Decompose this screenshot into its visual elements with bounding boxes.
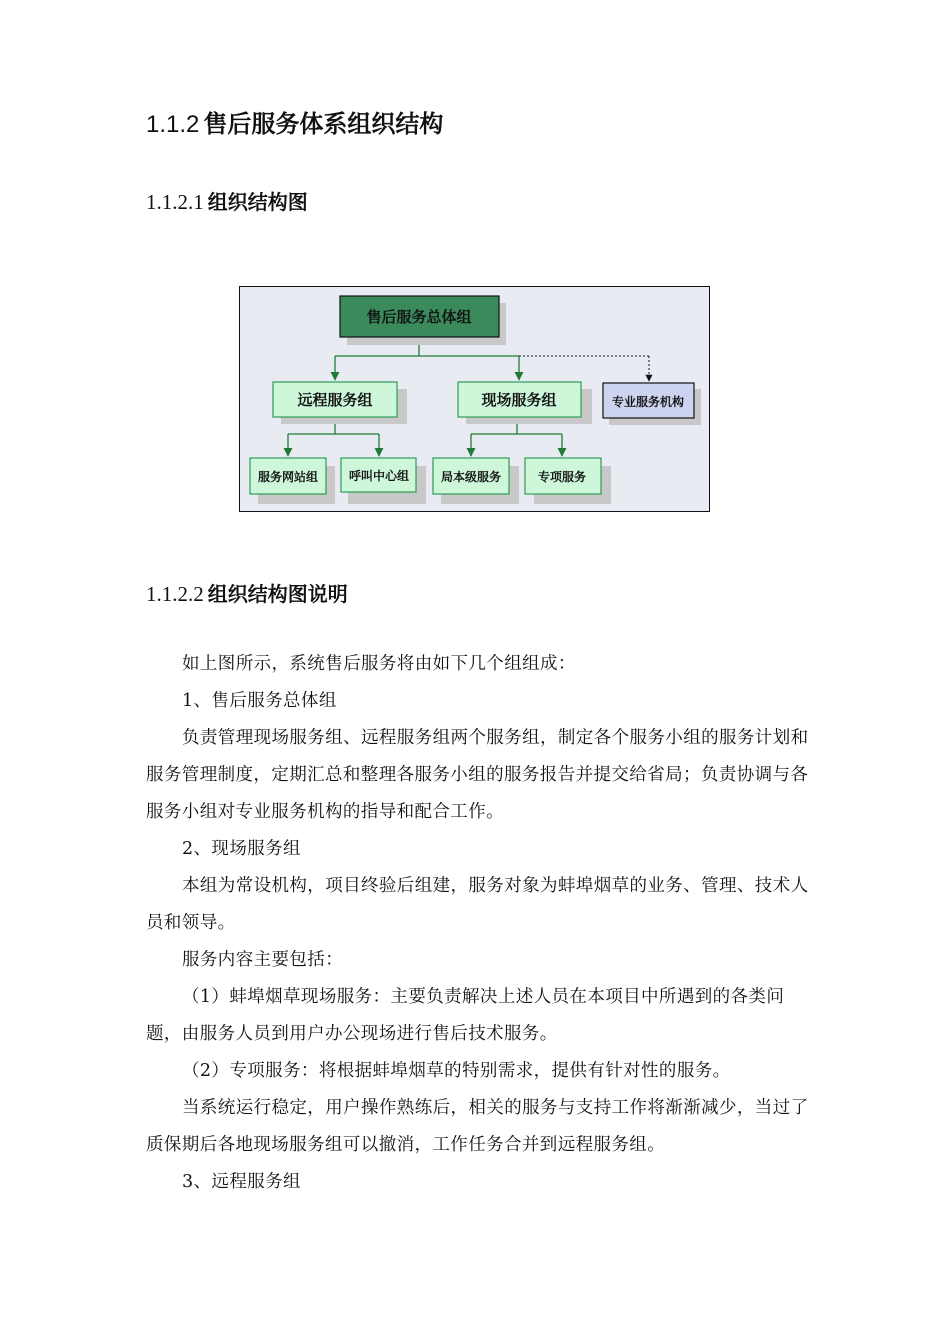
item-heading-1: 1、售后服务总体组 <box>182 691 337 711</box>
item-heading-3: 3、远程服务组 <box>182 1172 301 1192</box>
paragraph-onsite-service: （1）蚌埠烟草现场服务：主要负责解决上述人员在本项目中所遇到的各类问题，由服务人员到用户办公现场进行售后技术服务。 <box>146 987 785 1044</box>
paragraph-service-content: 服务内容主要包括： <box>182 950 344 970</box>
subsection-title: 组织结构图 <box>207 190 308 214</box>
paragraph-special-service: （2）专项服务：将根据蚌埠烟草的特别需求，提供有针对性的服务。 <box>182 1061 731 1081</box>
professional-agency-label: 专业服务机构 <box>611 395 685 409</box>
call-center-label: 呼叫中心组 <box>348 469 410 483</box>
subsection-number: 1.1.2.1 <box>146 190 204 214</box>
professional-agency-node <box>603 383 701 425</box>
subsection-title: 组织结构图说明 <box>207 582 348 606</box>
paragraph-general-group: 负责管理现场服务组、远程服务组两个服务组，制定各个服务小组的服务计划和服务管理制度，定期汇总和整理各服务小组的服务报告并提交给省局；负责协调与各服务小组对专业服务机构的指导和配合工作。 <box>146 728 809 822</box>
item-heading-2: 2、现场服务组 <box>182 839 301 859</box>
subsection-heading-chart <box>146 186 308 215</box>
bureau-service-label: 局本级服务 <box>440 470 502 484</box>
paragraph-intro: 如上图所示，系统售后服务将由如下几个组组成： <box>182 654 576 674</box>
org-chart <box>239 286 710 512</box>
bureau-service-node <box>433 458 519 504</box>
remote-service-group-node <box>273 382 407 424</box>
special-service-node <box>525 458 611 504</box>
onsite-service-group-label: 现场服务组 <box>481 391 557 409</box>
remote-service-group-label: 远程服务组 <box>297 391 373 409</box>
call-center-node <box>341 458 426 504</box>
root-node-label: 售后服务总体组 <box>366 308 472 326</box>
website-service-label: 服务网站组 <box>257 470 319 484</box>
website-service-node <box>250 458 335 504</box>
paragraph-stability: 当系统运行稳定，用户操作熟练后，相关的服务与支持工作将渐渐减少，当过了质保期后各地现场服务组可以撤消，工作任务合并到远程服务组。 <box>146 1098 809 1155</box>
special-service-label: 专项服务 <box>537 470 587 484</box>
section-heading <box>146 104 443 139</box>
onsite-service-group-node <box>458 382 592 424</box>
section-number: 1.1.2 <box>146 111 200 138</box>
subsection-number: 1.1.2.2 <box>146 582 204 606</box>
paragraph-onsite-group: 本组为常设机构，项目终验后组建，服务对象为蚌埠烟草的业务、管理、技术人员和领导。 <box>146 876 809 933</box>
section-title: 售后服务体系组织结构 <box>203 110 444 138</box>
subsection-heading-description <box>146 578 348 607</box>
root-node <box>340 296 506 345</box>
